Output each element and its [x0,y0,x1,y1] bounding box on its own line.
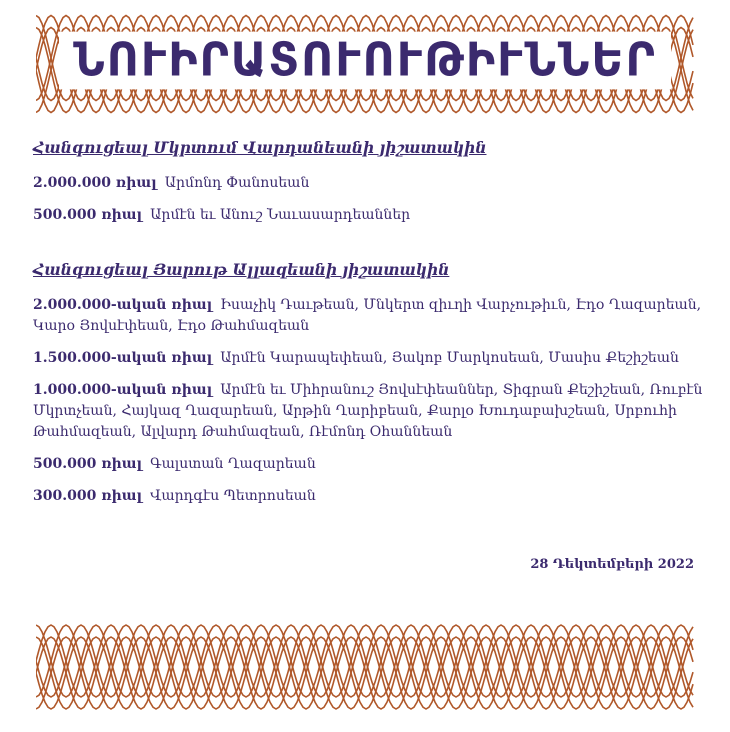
donation-entry [33,486,703,507]
donation-entry [33,295,703,337]
top-ornament-border [36,5,694,123]
donation-entry [33,348,703,369]
donor-names: Գալստան Ղազարեան [150,456,316,472]
donor-names: Արմէն եւ Միհրանուշ Յովսէփեաններ, Տիգրան Քեշիշեան, Ռուբէն Մկրտչեան, Հայկազ Ղազարեան, Արթին Ղարիբեան, Քարլօ Խուդաբախշեան, Սրբուհի Թահմազեան, Ալվարդ Թահմազեան, Ռէմոնդ Օհաննեան [33,382,703,440]
donor-names: Վարդգէս Պետրոսեան [150,488,316,504]
donation-amount: 1.500.000-ական ռիալ [33,350,213,366]
section-2 [33,260,703,507]
section-heading: Հանգուցեալ Յարութ Ալլազեանի յիշատակին [33,260,450,279]
donor-names: Իսաչիկ Դաւթեան, Մնկերտ զիւղի Վարչութիւն, Էդօ Ղազարեան, Կարօ Յովսէփեան, Էդօ Թահմազեան [33,297,702,334]
donation-amount: 1.000.000-ական ռիալ [33,382,213,398]
donor-names: Արմէն եւ Անուշ Նաւասարդեաններ [150,207,411,223]
section-1 [33,138,703,226]
donation-amount: 500.000 ռիալ [33,456,143,472]
donations-content [33,138,703,518]
donation-entry [33,173,703,194]
section-heading: Հանգուցեալ Մկրտում Վարդանեանի յիշատակին [33,138,487,157]
bottom-ornament-border [36,617,694,717]
donation-amount: 2.000.000 ռիալ [33,175,157,191]
donation-entry [33,205,703,226]
donation-amount: 500.000 ռիալ [33,207,143,223]
page-title: ՆՈՒԻՐԱՏՈՒՈՒԹԻՒՆՆԵՐ [59,32,671,90]
donor-names: Արմոնդ Փանոսեան [164,175,310,191]
donation-amount: 300.000 ռիալ [33,488,143,504]
donation-amount: 2.000.000-ական ռիալ [33,297,213,313]
donor-names: Արմէն Կարապեփեան, Յակոբ Մարկոսեան, Մասիս Քեշիշեան [220,350,679,366]
interlace-pattern-top [36,5,694,123]
interlace-pattern-bottom [36,617,694,717]
donation-entry [33,454,703,475]
publication-date: 28 Դեկտեմբերի 2022 [530,557,694,572]
donation-entry [33,380,703,443]
